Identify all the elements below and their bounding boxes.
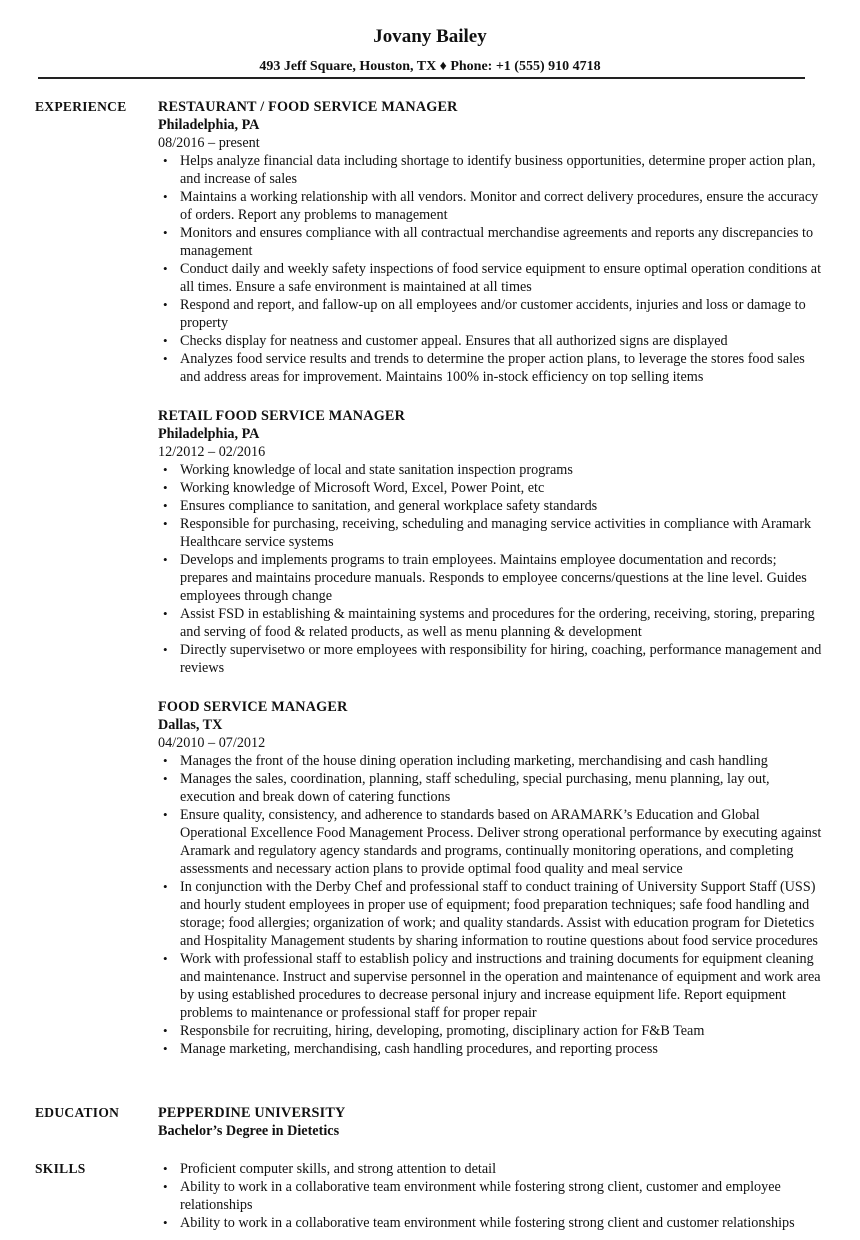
- job-duties: [158, 752, 828, 1058]
- job-dates: 04/2010 – 07/2012: [158, 735, 266, 751]
- duty-item: • Work with professional staff to establish policy and instructions and training documents for equipment cleaning and maintenance. Instruct and supervise personnel in the operation and maintenance of equipment and work area by using established procedures to decrease personal injury and increase equipment life. Report equipment problems to maintenance or professional staff for proper repair: [158, 950, 828, 1022]
- skills-section: [158, 1160, 828, 1232]
- job-entry: [158, 98, 828, 386]
- skill-item: • Proficient computer skills, and strong attention to detail: [158, 1160, 828, 1178]
- duty-item: • Develops and implements programs to train employees. Maintains employee documentation and records; prepares and maintains procedure manuals. Responds to employee concerns/questions at the line level. Guides employees through change: [158, 551, 828, 605]
- duty-item: • Respond and report, and fallow-up on all employees and/or customer accidents, injuries and loss or damage to property: [158, 296, 828, 332]
- job-duties: [158, 461, 828, 677]
- duty-item: • Monitors and ensures compliance with all contractual merchandise agreements and reports any discrepancies to management: [158, 224, 828, 260]
- duty-item: • Responsbile for recruiting, hiring, developing, promoting, disciplinary action for F&B Team: [158, 1022, 828, 1040]
- duty-item: • In conjunction with the Derby Chef and professional staff to conduct training of University Support Staff (USS) and hourly student employees in proper use of equipment; food preparation techniques; safe food handling and storage; food allergies; organization of work; and quality standards. Assist with education program for Dietetics and Hospitality Management students by sharing information to routine questions about food service procedures: [158, 878, 828, 950]
- skills-list: [158, 1160, 828, 1232]
- job-title: RETAIL FOOD SERVICE MANAGER: [158, 408, 406, 424]
- duty-item: • Working knowledge of Microsoft Word, Excel, Power Point, etc: [158, 479, 828, 497]
- duty-item: • Manages the sales, coordination, planning, staff scheduling, special purchasing, menu planning, lay out, execution and break down of catering functions: [158, 770, 828, 806]
- job-title: RESTAURANT / FOOD SERVICE MANAGER: [158, 99, 458, 115]
- section-label-education: EDUCATION: [35, 1105, 120, 1120]
- duty-item: • Ensure quality, consistency, and adherence to standards based on ARAMARK’s Education and Global Operational Excellence Food Management Process. Deliver strong operational performance by executing against Aramark and regulatory agency standards and programs, continually monitoring operations, and completing assessments and necessary action plans to provide optimal food quality and meal service: [158, 806, 828, 878]
- job-entry: [158, 698, 828, 1058]
- job-dates: 08/2016 – present: [158, 135, 260, 151]
- duty-item: • Maintains a working relationship with all vendors. Monitor and correct delivery procedures, ensure the accuracy of orders. Report any problems to management: [158, 188, 828, 224]
- job-dates: 12/2012 – 02/2016: [158, 444, 266, 460]
- skill-item: • Ability to work in a collaborative team environment while fostering strong client, customer and employee relationships: [158, 1178, 828, 1214]
- school-name: PEPPERDINE UNIVERSITY: [158, 1105, 346, 1121]
- duty-item: • Directly supervisetwo or more employees with responsibility for hiring, coaching, performance management and reviews: [158, 641, 828, 677]
- job-location: Dallas, TX: [158, 717, 223, 733]
- duty-item: • Helps analyze financial data including shortage to identify business opportunities, determine proper action plan, and increase of sales: [158, 152, 828, 188]
- job-duties: [158, 152, 828, 386]
- duty-item: • Checks display for neatness and customer appeal. Ensures that all authorized signs are displayed: [158, 332, 828, 350]
- duty-item: • Working knowledge of local and state sanitation inspection programs: [158, 461, 828, 479]
- duty-item: • Responsible for purchasing, receiving, scheduling and managing service activities in compliance with Aramark Healthcare service systems: [158, 515, 828, 551]
- duty-item: • Manages the front of the house dining operation including marketing, merchandising and cash handling: [158, 752, 828, 770]
- duty-item: • Manage marketing, merchandising, cash handling procedures, and reporting process: [158, 1040, 828, 1058]
- section-label-skills: SKILLS: [35, 1161, 86, 1176]
- duty-item: • Conduct daily and weekly safety inspections of food service equipment to ensure optimal operation conditions at all times. Ensure a safe environment is maintained at all times: [158, 260, 828, 296]
- job-entry: [158, 407, 828, 677]
- skill-item: • Ability to work in a collaborative team environment while fostering strong client and customer relationships: [158, 1214, 828, 1232]
- section-label-experience: EXPERIENCE: [35, 99, 127, 114]
- duty-item: • Assist FSD in establishing & maintaining systems and procedures for the ordering, receiving, storing, preparing and serving of food & related products, as well as menu planning & development: [158, 605, 828, 641]
- job-title: FOOD SERVICE MANAGER: [158, 699, 348, 715]
- job-location: Philadelphia, PA: [158, 426, 260, 442]
- duty-item: • Ensures compliance to sanitation, and general workplace safety standards: [158, 497, 828, 515]
- degree: Bachelor’s Degree in Dietetics: [158, 1123, 340, 1139]
- contact-line: 493 Jeff Square, Houston, TX ♦ Phone: +1 (555) 910 4718: [259, 59, 601, 74]
- duty-item: • Analyzes food service results and trends to determine the proper action plans, to leverage the stores food sales and address areas for improvement. Maintains 100% in-stock efficiency on top selling items: [158, 350, 828, 386]
- candidate-name: Jovany Bailey: [373, 26, 487, 47]
- job-location: Philadelphia, PA: [158, 117, 260, 133]
- header-divider: [38, 77, 805, 79]
- experience-section: [158, 98, 828, 1058]
- education-section: [158, 1104, 828, 1140]
